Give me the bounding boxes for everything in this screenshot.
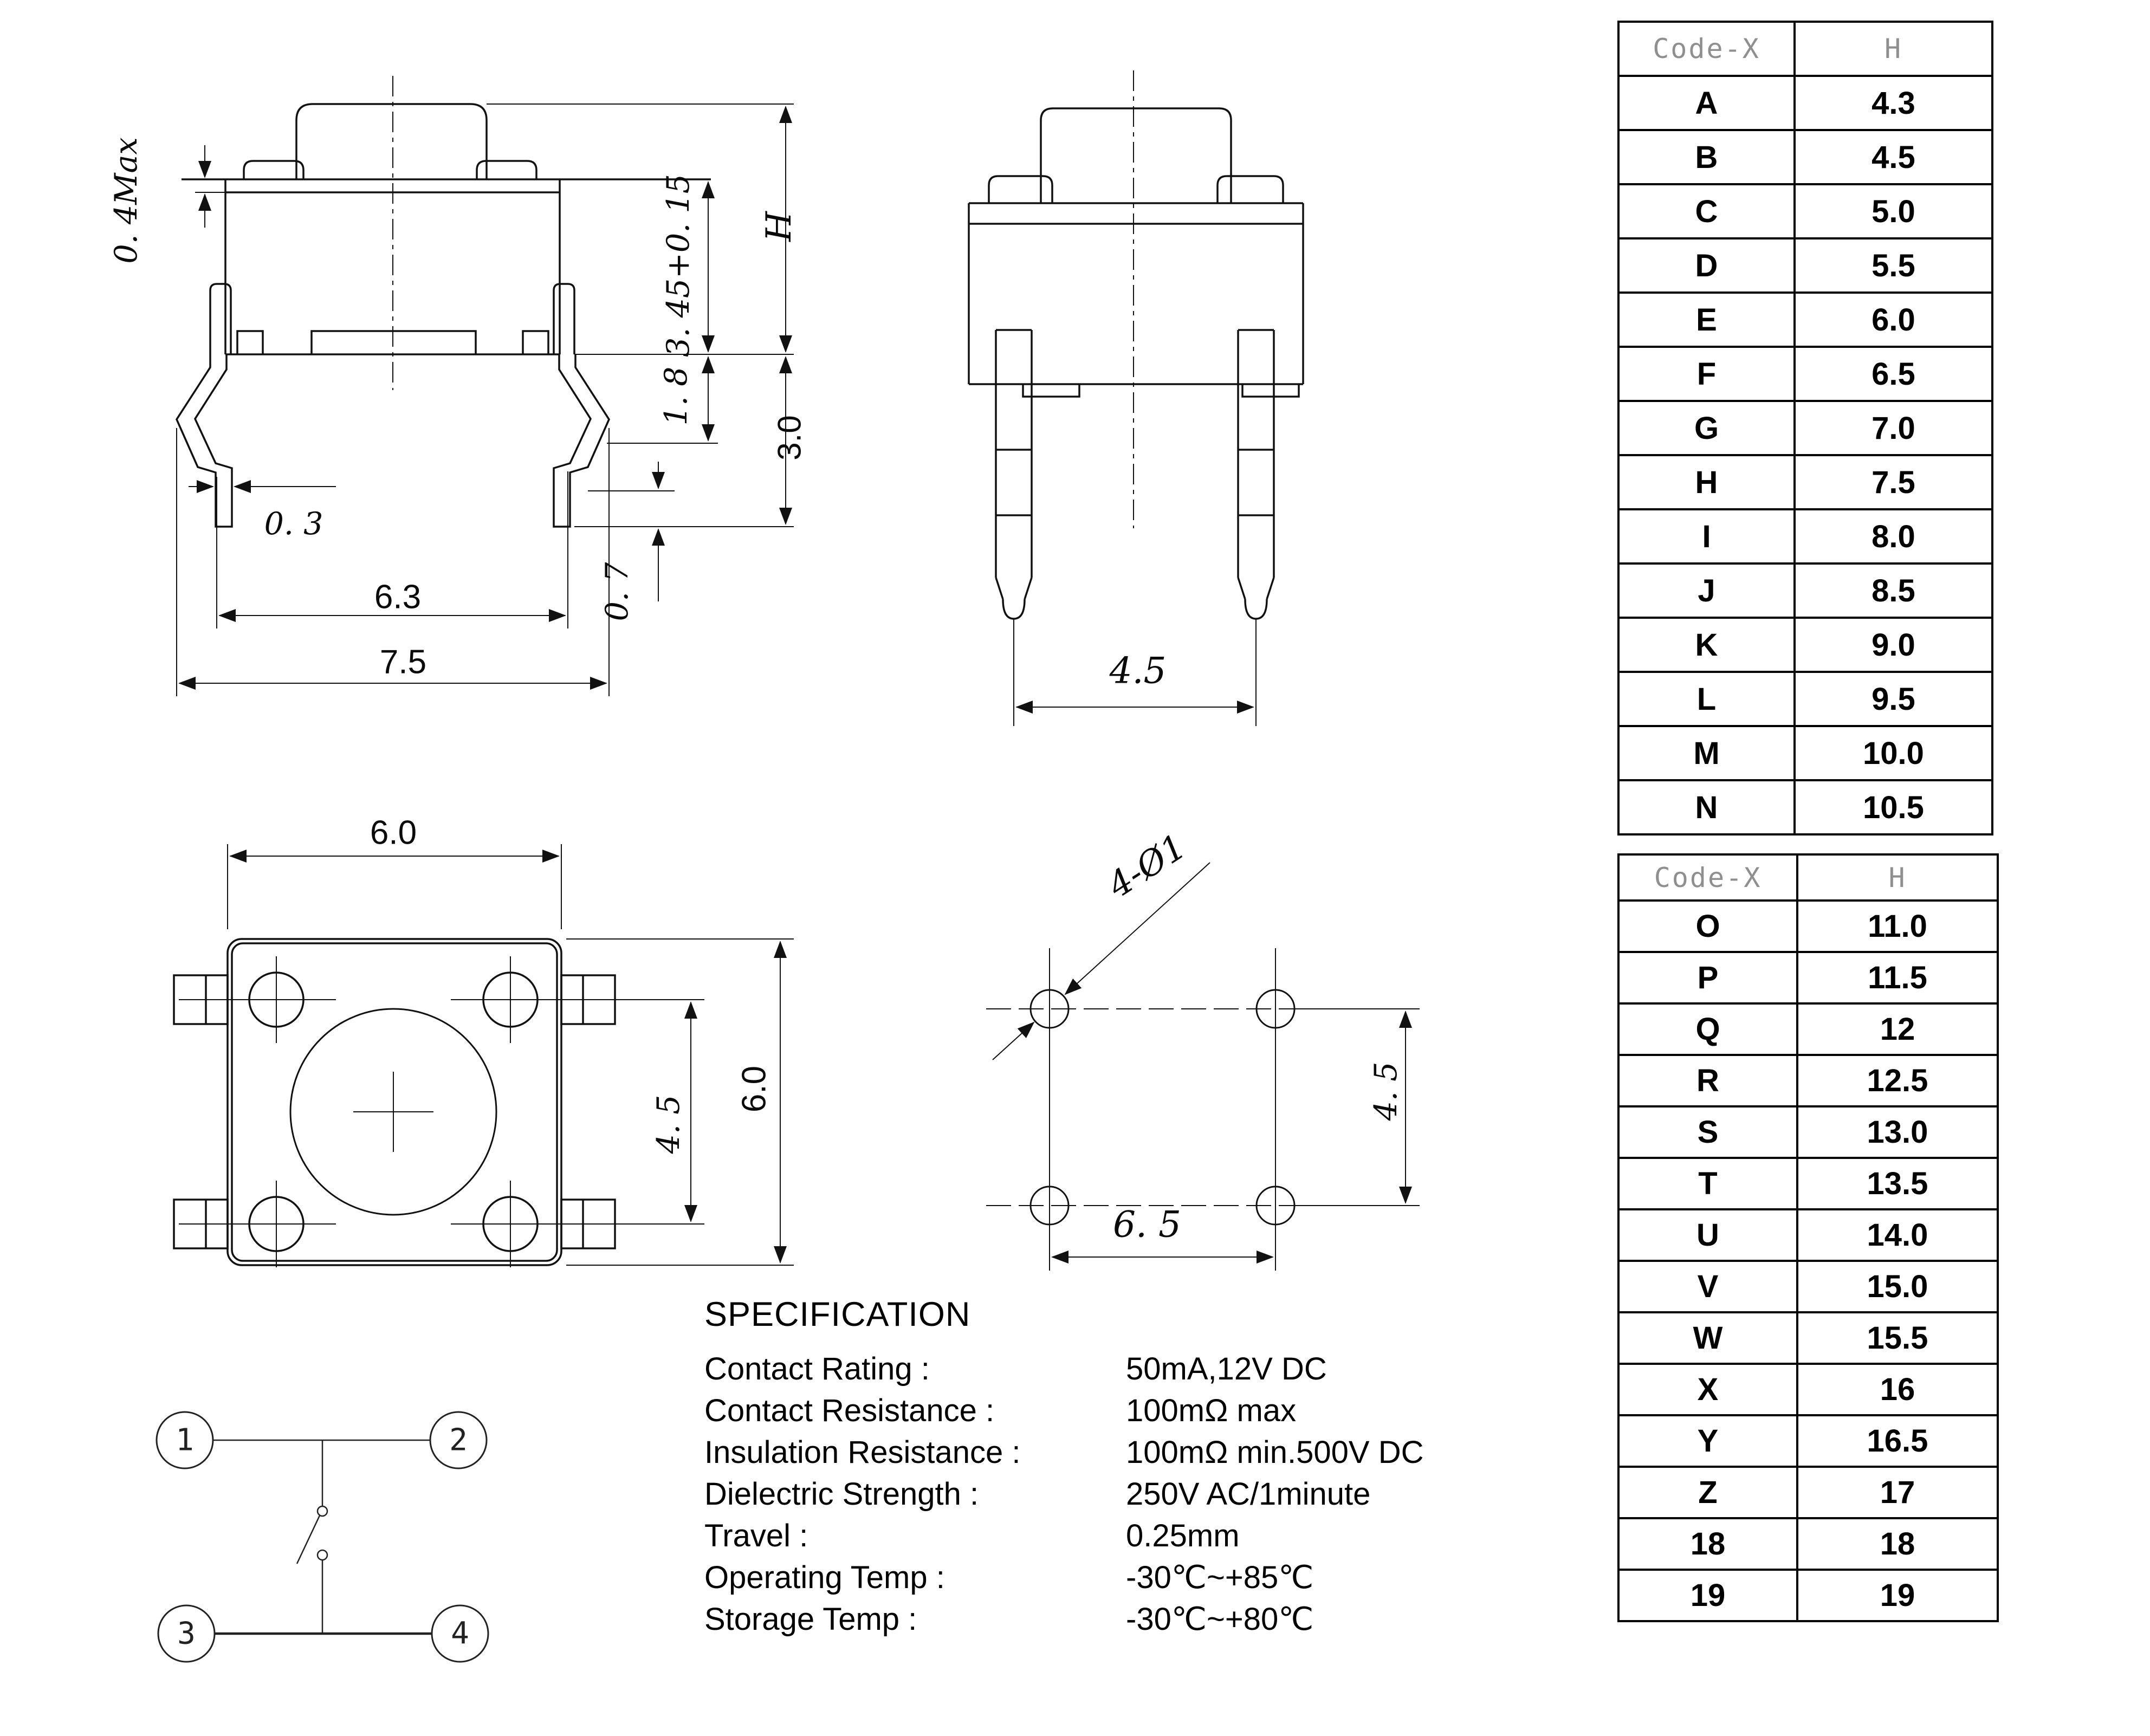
spec-label: Insulation Resistance : <box>704 1435 1021 1470</box>
front-view-dimension-lines <box>1014 70 1256 726</box>
spec-label: Travel : <box>704 1518 808 1553</box>
code-cell: Y <box>1618 1415 1797 1467</box>
height-cell: 16 <box>1797 1364 1998 1415</box>
height-cell: 13.5 <box>1797 1158 1998 1209</box>
code-cell: 19 <box>1618 1570 1797 1621</box>
dim-foot-width: 0. 3 <box>264 506 323 542</box>
spec-value: 100mΩ max <box>1126 1393 1297 1428</box>
height-code-table-2 <box>1617 853 1999 1622</box>
col-header-code: Code-X <box>1618 22 1795 76</box>
dim-hole-callout: 4-Ø1 <box>1100 826 1194 906</box>
height-cell: 7.0 <box>1795 401 1992 455</box>
switch-contacts <box>213 1440 430 1634</box>
height-cell: 8.0 <box>1795 509 1992 563</box>
dim-overall-width: 7.5 <box>379 643 427 681</box>
code-cell: I <box>1618 509 1795 563</box>
code-cell: Z <box>1618 1467 1797 1518</box>
spec-value: 50mA,12V DC <box>1126 1351 1327 1387</box>
code-cell: E <box>1618 293 1795 347</box>
code-cell: L <box>1618 672 1795 726</box>
spec-label: Contact Rating : <box>704 1351 930 1387</box>
col-header-h: H <box>1795 22 1992 76</box>
front-body-outline <box>969 108 1303 619</box>
spec-value: -30℃~+85℃ <box>1126 1560 1314 1595</box>
code-cell: G <box>1618 401 1795 455</box>
code-cell: O <box>1618 901 1797 952</box>
height-cell: 10.5 <box>1795 780 1992 834</box>
spec-value: -30℃~+80℃ <box>1126 1602 1314 1637</box>
height-code-table-1 <box>1617 21 1993 835</box>
spec-value: 0.25mm <box>1126 1518 1240 1553</box>
code-cell: M <box>1618 726 1795 780</box>
height-cell: 8.5 <box>1795 563 1992 618</box>
dim-top-hole-spacing: 4. 5 <box>651 1094 687 1154</box>
code-cell: D <box>1618 238 1795 293</box>
top-body-outline <box>174 939 615 1265</box>
height-cell: 11.5 <box>1797 952 1998 1003</box>
height-cell: 15.0 <box>1797 1261 1998 1312</box>
terminal-4-label: 4 <box>451 1616 469 1651</box>
spec-row-operating-temp <box>704 1557 1528 1598</box>
height-cell: 6.0 <box>1795 293 1992 347</box>
dim-height-code: H <box>759 211 799 242</box>
dim-feet-span: 6.3 <box>374 578 422 616</box>
height-cell: 19 <box>1797 1570 1998 1621</box>
code-cell: R <box>1618 1055 1797 1106</box>
spec-row-storage-temp <box>704 1598 1528 1640</box>
height-cell: 18 <box>1797 1518 1998 1570</box>
spec-value: 250V AC/1minute <box>1126 1476 1371 1512</box>
height-cell: 7.5 <box>1795 455 1992 509</box>
pcb-dimension-lines <box>986 863 1420 1271</box>
code-cell: N <box>1618 780 1795 834</box>
spec-row-insulation-resistance <box>704 1431 1528 1473</box>
code-cell: T <box>1618 1158 1797 1209</box>
terminal-1-label: 1 <box>176 1422 194 1458</box>
height-cell: 9.0 <box>1795 618 1992 672</box>
height-cell: 5.0 <box>1795 184 1992 238</box>
code-cell: F <box>1618 347 1795 401</box>
mounting-holes <box>1031 990 1294 1225</box>
spec-value: 100mΩ min.500V DC <box>1126 1435 1424 1470</box>
spec-label: Storage Temp : <box>704 1602 917 1637</box>
code-cell: S <box>1618 1106 1797 1158</box>
code-cell: J <box>1618 563 1795 618</box>
spec-row-contact-rating <box>704 1348 1528 1390</box>
top-view-drawing <box>76 802 834 1376</box>
dim-pcb-spacing-h: 6. 5 <box>1113 1203 1181 1246</box>
dim-top-body-width: 6.0 <box>370 814 417 852</box>
dim-body-height: 3. 45+0. 15 <box>660 174 696 357</box>
code-cell: H <box>1618 455 1795 509</box>
dim-top-body-depth: 6.0 <box>735 1065 773 1113</box>
code-cell: V <box>1618 1261 1797 1312</box>
terminal-3-label: 3 <box>177 1616 196 1651</box>
spec-row-travel <box>704 1515 1528 1557</box>
height-cell: 16.5 <box>1797 1415 1998 1467</box>
pcb-layout-drawing <box>921 780 1604 1322</box>
spec-label: Contact Resistance : <box>704 1393 995 1428</box>
code-cell: B <box>1618 130 1795 184</box>
front-view-drawing <box>948 54 1626 867</box>
dim-pcb-spacing-v: 4. 5 <box>1368 1061 1404 1121</box>
dim-shoulder: 1. 8 <box>658 366 694 426</box>
dim-flange-thickness: 0. 4Max <box>108 137 144 264</box>
terminal-2-label: 2 <box>449 1422 468 1458</box>
circuit-schematic <box>81 1327 677 1707</box>
code-cell: W <box>1618 1312 1797 1364</box>
code-cell: P <box>1618 952 1797 1003</box>
height-cell: 12.5 <box>1797 1055 1998 1106</box>
height-cell: 10.0 <box>1795 726 1992 780</box>
switch-body-outline <box>177 104 711 527</box>
spec-row-dielectric-strength <box>704 1473 1528 1515</box>
code-cell: Q <box>1618 1003 1797 1055</box>
height-cell: 14.0 <box>1797 1209 1998 1261</box>
col-header-h: H <box>1797 854 1998 901</box>
height-cell: 5.5 <box>1795 238 1992 293</box>
code-cell: X <box>1618 1364 1797 1415</box>
code-cell: C <box>1618 184 1795 238</box>
code-cell: A <box>1618 76 1795 130</box>
side-view-drawing <box>33 54 845 867</box>
spec-row-contact-resistance <box>704 1390 1528 1431</box>
col-header-code: Code-X <box>1618 854 1797 901</box>
height-cell: 6.5 <box>1795 347 1992 401</box>
height-cell: 11.0 <box>1797 901 1998 952</box>
spec-label: Operating Temp : <box>704 1560 945 1595</box>
height-cell: 4.5 <box>1795 130 1992 184</box>
height-cell: 17 <box>1797 1467 1998 1518</box>
side-view-dimension-lines <box>177 76 794 696</box>
height-cell: 12 <box>1797 1003 1998 1055</box>
code-cell: U <box>1618 1209 1797 1261</box>
specification-block <box>704 1295 1528 1640</box>
height-cell: 9.5 <box>1795 672 1992 726</box>
spec-label: Dielectric Strength : <box>704 1476 979 1512</box>
height-cell: 4.3 <box>1795 76 1992 130</box>
spec-title: SPECIFICATION <box>704 1295 971 1333</box>
dim-pin-spacing: 4.5 <box>1109 650 1167 692</box>
code-cell: K <box>1618 618 1795 672</box>
height-cell: 13.0 <box>1797 1106 1998 1158</box>
height-cell: 15.5 <box>1797 1312 1998 1364</box>
dim-lead-length: 3.0 <box>771 415 808 461</box>
code-cell: 18 <box>1618 1518 1797 1570</box>
dim-foot-tip: 0. 7 <box>599 562 635 621</box>
top-view-dimension-lines <box>179 844 794 1267</box>
